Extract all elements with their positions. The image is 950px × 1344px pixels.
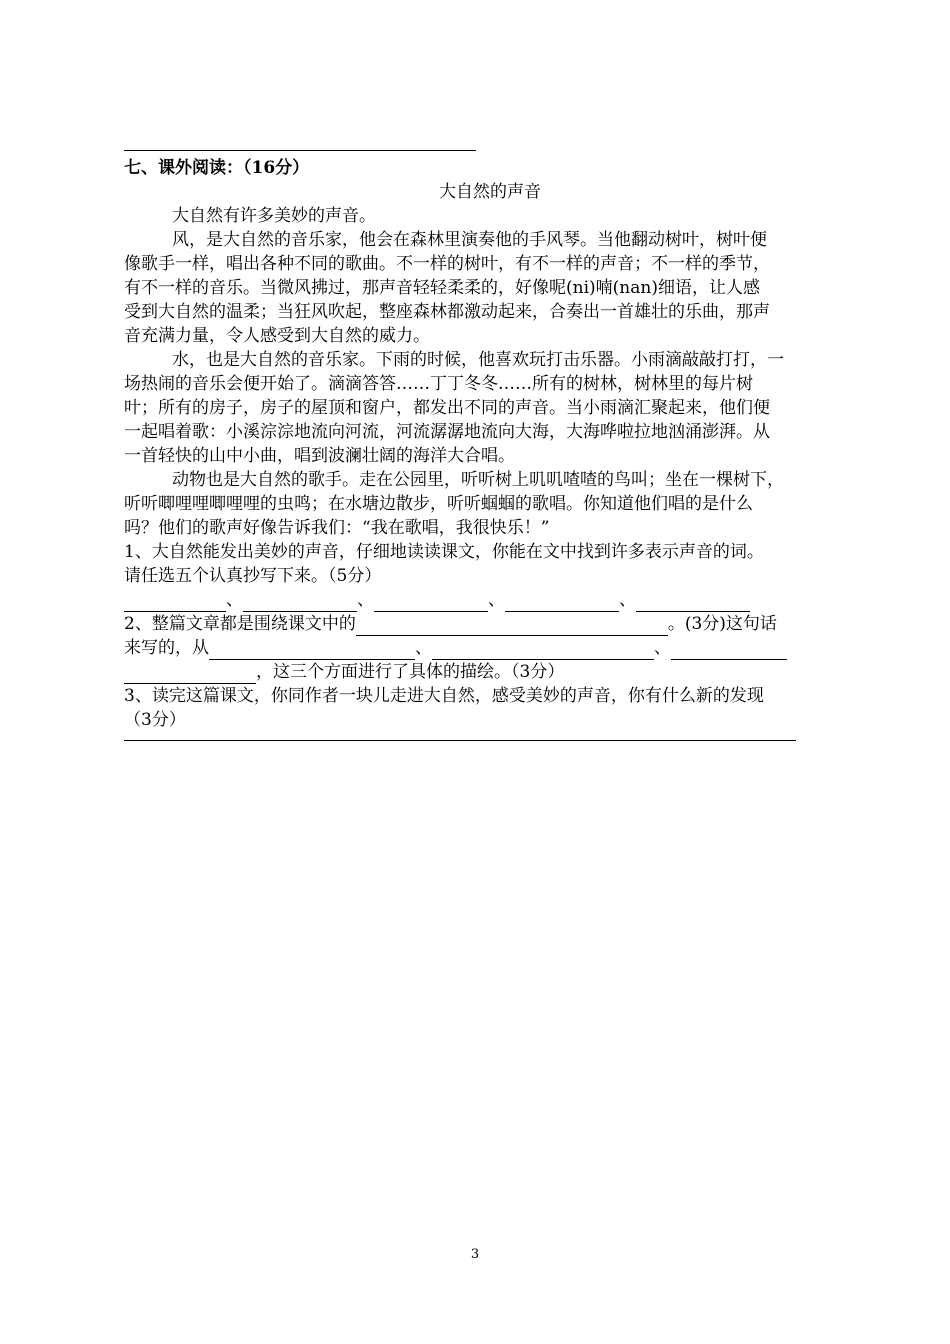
- passage-line: 风，是大自然的音乐家，他会在森林里演奏他的手风琴。当他翻动树叶，树叶便: [172, 230, 767, 250]
- question-2-text: 。(3分)这句话: [667, 614, 777, 634]
- separator: 、: [226, 590, 243, 610]
- question-2-row: [124, 636, 832, 660]
- passage-line: 一起唱着歌：小溪淙淙地流向河流，河流潺潺地流向大海，大海哗啦拉地汹涌澎湃。从: [124, 422, 770, 442]
- question-2-text: 来写的，从: [124, 638, 209, 658]
- question-3-text: 3、读完这篇课文，你同作者一块儿走进大自然，感受美妙的声音，你有什么新的发现: [124, 686, 764, 706]
- passage-line: 像歌手一样，唱出各种不同的歌曲。不一样的树叶，有不一样的声音；不一样的季节，: [124, 254, 770, 274]
- passage-line: 叶；所有的房子，房子的屋顶和窗户，都发出不同的声音。当小雨滴汇聚起来，他们便: [124, 398, 770, 418]
- passage-line: 受到大自然的温柔；当狂风吹起，整座森林都激动起来，合奏出一首雄壮的乐曲，那声: [124, 302, 770, 322]
- answer-blank-aspect-3[interactable]: [671, 641, 787, 660]
- answer-blank-aspect-1[interactable]: [209, 641, 415, 660]
- passage-line: 吗？他们的歌声好像告诉我们：“我在歌唱，我很快乐！”: [124, 518, 550, 538]
- answer-line-question-3[interactable]: [124, 740, 796, 741]
- passage-line: 动物也是大自然的歌手。走在公园里，听听树上叽叽喳喳的鸟叫；坐在一棵树下，: [172, 470, 784, 490]
- passage-line: 音充满力量，令人感受到大自然的威力。: [124, 326, 430, 346]
- separator: 、: [415, 638, 432, 658]
- passage-line: 场热闹的音乐会便开始了。滴滴答答……丁丁冬冬……所有的树林，树林里的每片树: [124, 374, 753, 394]
- passage-line: 一首轻快的山中小曲，唱到波澜壮阔的海洋大合唱。: [124, 446, 515, 466]
- question-2-row: [124, 612, 832, 636]
- passage-line: 大自然有许多美妙的声音。: [172, 206, 376, 226]
- separator: 、: [654, 638, 671, 658]
- page-number: 3: [470, 1247, 480, 1262]
- question-1-text: 1、大自然能发出美妙的声音，仔细地读读课文，你能在文中找到许多表示声音的词。: [124, 542, 764, 562]
- separator: 、: [357, 590, 374, 610]
- answer-blank-aspect-2[interactable]: [432, 641, 654, 660]
- answer-blank-3[interactable]: [374, 593, 488, 612]
- passage-line: 水，也是大自然的音乐家。下雨的时候，他喜欢玩打击乐器。小雨滴敲敲打打，一: [172, 350, 784, 370]
- top-divider: [124, 150, 476, 151]
- separator: 、: [488, 590, 505, 610]
- passage-line: 有不一样的音乐。当微风拂过，那声音轻轻柔柔的，好像呢(ni)喃(nan)细语，让人感: [124, 278, 760, 298]
- answer-blank-aspect-3-cont[interactable]: [124, 665, 256, 684]
- passage-title: 大自然的声音: [439, 182, 541, 202]
- answer-blank-5[interactable]: [636, 593, 750, 612]
- question-1-text: 请任选五个认真抄写下来。（5分）: [124, 566, 382, 586]
- question-1-answer-row: [124, 588, 832, 612]
- answer-blank-1[interactable]: [124, 593, 226, 612]
- question-2-text: 2、整篇文章都是围绕课文中的: [124, 614, 356, 634]
- answer-blank-2[interactable]: [243, 593, 357, 612]
- passage-line: 听听唧哩哩唧哩哩的虫鸣；在水塘边散步，听听蝈蝈的歌唱。你知道他们唱的是什么: [124, 494, 753, 514]
- question-2-text: ，这三个方面进行了具体的描绘。（3分）: [256, 662, 565, 682]
- question-3-text: （3分）: [124, 710, 186, 730]
- reading-section: [124, 156, 832, 741]
- separator: 、: [619, 590, 636, 610]
- answer-blank-4[interactable]: [505, 593, 619, 612]
- section-heading: 七、课外阅读：（16分）: [124, 158, 310, 178]
- answer-blank-key-sentence[interactable]: [356, 617, 668, 636]
- question-2-row: [124, 660, 832, 684]
